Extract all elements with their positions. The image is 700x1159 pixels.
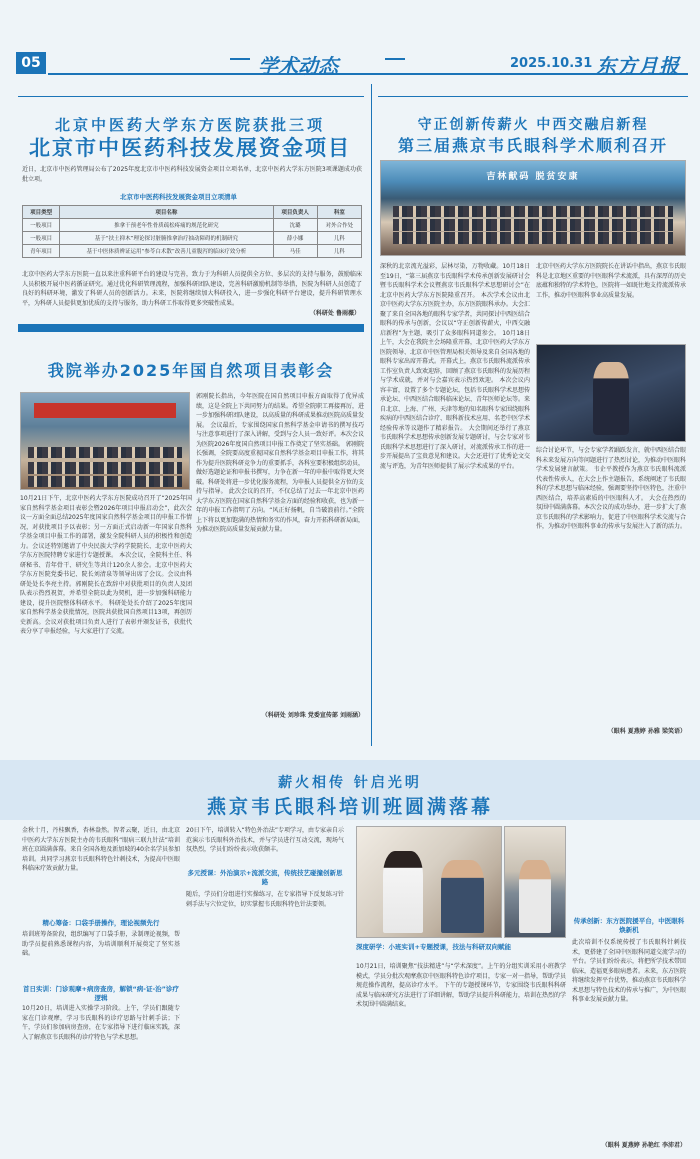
- masthead: 东方月报: [596, 54, 680, 78]
- a2-top-bar: [18, 324, 364, 332]
- a2-title: 我院举办2025年国自然项目表彰会: [47, 361, 335, 380]
- page-number: 05: [16, 52, 46, 74]
- a4-body3: 10月20日，培训进入实操学习阶段。上午，学员们跟随专家在门诊观摩，学习韦氏眼科的诊疗思路与针刺手法；下午，学员们参加病房查房，在专家指导下进行临床实践，深入了解燕京韦氏眼科的诊疗特色与学术思想。: [22, 1005, 180, 1041]
- a4-credit: （眼科 夏燕婷 孙艳红 李沛君）: [601, 1142, 686, 1149]
- a3-body3-text: 10月18日上午，大会在我院主会场隆重开幕，北京中医药大学东方医院领导、北京市中医管理局相关领导及来自全国各地的眼科专家出席开幕式。开幕式上，燕京韦氏眼科流派传承工作室负责人致欢迎辞，回顾了燕京韦氏眼科的发展历程与学术成就，并对与会嘉宾表示热烈欢迎。: [380, 329, 530, 384]
- cell: 马佳: [273, 245, 317, 258]
- a2-body2: [196, 392, 364, 710]
- section-title: 学术动态: [258, 54, 338, 78]
- a4-kicker: 薪火相传 针启光明: [278, 775, 422, 791]
- photo-banner-shape: [34, 403, 175, 418]
- cell: 薛小娜: [273, 232, 317, 245]
- a2-body6-text: 郭刚院长强调，全院要高度重视国家自然科学基金项目申报工作，将其作为提升医院科研竞争力的重要抓手，各科室要积极组织动员，做好选题论证和申报书撰写，力争在新一年的申报中取得更大突破。科研处将进一步优化服务流程，为申报人员提供全方位的支持与指导。: [196, 440, 364, 495]
- photo-audience-row: [28, 447, 183, 459]
- a1-lead: 近日，北京市中医药管理局公布了2025年度北京市中医药科技发展资金项目立项名单，北京中医药大学东方医院3项课题成功获批立项。: [22, 166, 362, 183]
- a1-table-title: 北京市中医药科技发展资金项目立项清单: [120, 193, 237, 201]
- a3-speaker-photo: [536, 344, 686, 442]
- photo-audience-row: [28, 476, 183, 488]
- a3-credit: （眼科 夏燕婷 孙雅 梁笑语）: [607, 728, 686, 735]
- a3-body8-text: 韦企平教授作为燕京韦氏眼科流派代表性传承人，在大会上作主题报告，系统阐述了韦氏眼科的学术思想与临床经验，强调要坚持中医特色，注重中西医结合，培养高素质的中医眼科人才。: [536, 466, 686, 502]
- a4-body-col2a: 20日下午，培训转入“特色外治法”专项学习，由专家亲自示范演示韦氏眼科外治技术，并与学员进行互动交流，现场气氛热烈，学员们纷纷表示收获颇丰。: [186, 827, 344, 853]
- col-lead: 项目负责人: [273, 206, 317, 219]
- col-name: 项目名称: [60, 206, 273, 219]
- a4-sub5: 传承创新：东方医院援平台，中医眼科焕新机: [573, 917, 685, 934]
- photo-patient-figure: [441, 860, 484, 933]
- a2-body4-text: 郭刚院长指出，今年医院在国自然项目申报方面取得了优异成绩，这是全院上下共同努力的结果。希望全院职工再接再厉，进一步加强科研团队建设，以高质量的科研成果推动医院高质量发展。: [196, 393, 364, 429]
- cell: 一般项目: [23, 219, 60, 232]
- table-row: [23, 245, 362, 258]
- a4-title: 燕京韦氏眼科培训班圆满落幕: [206, 796, 493, 818]
- cell: 基于“扶土抑木”理论探讨脏腑推拿治疗抽动障碍的机制研究: [60, 232, 273, 245]
- a4-photo-right: [504, 826, 566, 938]
- a3-body5-text: 大会期间还举行了燕京韦氏眼科学术思想传承创新发展专题研讨，与会专家对韦氏眼科学术思想进行了深入研讨，对流派传承工作的进一步开展提出了宝贵意见和建议。大会还进行了优秀论文交流与评选，为青年医师提供了展示学术成果的平台。: [380, 424, 530, 470]
- col-dept: 科室: [317, 206, 361, 219]
- a4-sub2: 首日实训：门诊观摩+病房查房，解锁“病-证-治”诊疗逻辑: [23, 985, 179, 1002]
- section-ornament-left: [230, 58, 250, 68]
- a4-sub4: 深度研学：小班实训+专题授课，技法与科研双向赋能: [356, 943, 511, 951]
- a4-photo-left: [356, 826, 502, 938]
- cell: 儿科: [317, 245, 361, 258]
- a2-credit: （科研处 刘珍珠 党委宣传部 刘雨涵）: [261, 712, 364, 719]
- issue-date: 2025.10.31: [510, 56, 593, 71]
- speaker-figure: [593, 362, 629, 435]
- a3-body7-text: 综合讨论环节，与会专家学者踊跃发言，就中西医结合眼科未来发展方向等问题进行了热烈讨论，为推动中医眼科学术发展建言献策。: [536, 447, 686, 473]
- a3-group-photo: [380, 160, 686, 256]
- a4-sub1: 精心筹备：口袋手册操作，理论视频先行: [42, 919, 160, 927]
- a3-body9-text: 大会在热烈的氛围中圆满落幕。本次会议的成功举办，进一步扩大了燕京韦氏眼科的学术影响力，促进了中医眼科学术交流与合作，为推动中医眼科事业的传承与发展注入了新的活力。: [536, 494, 686, 530]
- photo-group-row: [393, 206, 673, 217]
- page-header: [0, 0, 700, 78]
- table-row: [23, 232, 362, 245]
- cell: 一般项目: [23, 232, 60, 245]
- a2-body5-text: 会议最后，专家围绕国家自然科学基金申请书的撰写技巧与注意事项进行了深入讲解，受到与会人员一致好评。本次会议为医院2026年度国自然项目申报工作奠定了坚实基础。: [196, 421, 364, 448]
- a4-title-band: [0, 760, 700, 820]
- table-row: [23, 219, 362, 232]
- column-divider: [371, 84, 372, 746]
- a1-credit: （科研处 鲁雨薇）: [309, 310, 360, 317]
- a4-body6-text: 10月21日，培训聚焦“技法精进”与“学术深度”。上午的分组实训采用小班教学模式，学员分批次观摩燕京中医眼科特色诊疗项目，专家一对一指导，帮助学员规范操作流程，提高诊疗水平。: [356, 963, 566, 989]
- a3-body4-text: 本次会议内容丰富，设置了多个专题论坛，包括韦氏眼科学术思想传承论坛、中西医结合眼科临床论坛、青年医师论坛等。来自北京、上海、广州、天津等地的知名眼科专家围绕眼科疾病的中西医结合诊疗、眼科新技术应用、名老中医学术经验传承等议题作了精彩报告。: [380, 377, 530, 432]
- a3-body2-text: 本次学术会议由北京中医药大学东方医院主办，东方医院眼科承办。大会汇聚了来自全国各地的眼科专家学者，共同探讨中西医结合眼科的传承与创新，会议以“守正创新传薪火，中西交融启新程”为主题，吸引了众多眼科同道参会。: [380, 291, 530, 337]
- photo-trainee-figure: [519, 860, 550, 933]
- a3-col2-top: 北京中医药大学东方医院院长在讲话中指出，燕京韦氏眼科是北京地区重要的中医眼科学术流派，具有深厚的历史底蕴和独特的学术特色，医院将一如既往地支持流派传承工作，推动中医眼科事业高质量发展。: [536, 263, 686, 299]
- a1-project-table: [22, 205, 362, 258]
- a2-body3-text: 科研处处长介绍了2025年度国家自然科学基金获批情况，医院共获批国自然项目13项，再创历史新高。会议对获批项目负责人进行了表彰并颁发证书，获批代表分享了申报经验，与大家进行了交流。: [20, 599, 192, 635]
- a4-col3: [356, 962, 566, 1152]
- a4-sub3: 多元授课：外治演示+流派交流，传统技艺碰撞创新思路: [187, 869, 343, 886]
- a4-body8: 此次培训不仅系统传授了韦氏眼科针刺技术，更搭建了全国中医眼科同道交流学习的平台。学员们纷纷表示，将把所学技术带回临床，造福更多眼病患者。未来，东方医院将继续发挥平台优势，推动燕京韦氏眼科学术思想与特色技术的传承与推广，为中医眼科事业发展贡献力量。: [572, 939, 686, 1003]
- cell: 推拿干预老年性骨质疏松疼痛的规范化研究: [60, 219, 273, 232]
- a3-top-rule: [378, 96, 688, 97]
- cell: 青年项目: [23, 245, 60, 258]
- photo-group-row: [393, 232, 673, 243]
- photo-banner-text: 吉林献码 脱贫安康: [486, 171, 580, 182]
- photo-group-row: [393, 219, 673, 230]
- photo-audience-row: [28, 462, 183, 474]
- a2-body2-text: 本次会议，全院科主任、科研秘书、青年骨干、研究生等共计120余人参会。北京中医药大学东方医院党委书记、院长刘清泉等领导出席了会议。会议由科研处处长李亮主持。郭刚院长在致辞中对获批项目的负责人及团队表示热烈祝贺，并希望全院以此为契机，进一步加强科研能力建设，提升医院整体科研水平。: [20, 552, 192, 607]
- a3-col2-bottom: [536, 446, 686, 722]
- cell: 儿科: [317, 232, 361, 245]
- a4-body5-text: 随后，学员们分组进行实操练习，在专家指导下反复练习针刺手法与穴位定位，切实掌握韦氏眼科特色针法要领。: [186, 891, 344, 908]
- col-type: 项目类型: [23, 206, 60, 219]
- a4-col4-top: [572, 826, 686, 910]
- section-ornament-right: [385, 58, 405, 68]
- a3-col1: [380, 262, 530, 742]
- photo-doctor-figure: [383, 851, 423, 932]
- a2-body1: [20, 494, 192, 674]
- a4-body7-text: 下午的专题授课环节，专家围绕韦氏眼科科研成果与临床研究方法进行了详细讲解，帮助学员提升科研能力，培训在热烈的学术氛围中圆满结束。: [356, 982, 566, 1008]
- table-header-row: [23, 206, 362, 219]
- a3-title: 第三届燕京韦氏眼科学术顺利召开: [397, 136, 668, 155]
- a4-body-col2b: [186, 890, 344, 1040]
- cell: 沈璐: [273, 219, 317, 232]
- a2-body1-text: 10月21日下午，北京中医药大学东方医院成功召开了“2025年国家自然科学基金项目表彰会暨2026年项目申报启动会”，此次会议一方面全面总结2025年度国家自然科学基金项目的申报工作情况，对获批项目予以表彰；另一方面正式启动新一年国家自然科学基金项目申报工作的部署，激发全院科研人员的积极性和创造力。会议还特别邀请了中央民族大学药学院院长、北京中医药大学东方医院特聘专家进行专题授课。: [20, 495, 192, 559]
- a2-photo: [20, 392, 190, 490]
- a3-kicker: 守正创新传薪火 中西交融启新程: [417, 117, 649, 133]
- a2-body7-text: 此次会议的召开，不仅总结了过去一年北京中医药大学东方医院在国家自然科学基金方面的经验和收获，也为新一年的申报工作指明了方向。“风正好扬帆，自当破浪前行。”全院上下将以更加饱满的热情和务实的作风，奋力开拓科研新局面，为推动医院高质量发展贡献力量。: [196, 488, 364, 533]
- a3-body1-text: 深秋的北京流光溢彩，层林尽染，万物收藏。10月18日至19日，“第三届燕京韦氏眼科学术传承创新发展研讨会暨韦氏眼科学术会议暨燕京韦氏眼科学术思想研讨会”在北京中医药大学东方医院隆重召开。: [380, 263, 530, 299]
- header-rule: [48, 73, 688, 75]
- cell: 基于中医体质辨证运用“参苓白术散”改善儿童腹泻的临床疗效分析: [60, 245, 273, 258]
- a4-intro: 金秋十月，丹桂飘香，杏林盎然。智者云聚，近日，由北京中医药大学东方医院主办的韦氏眼科“眼病三联九针法”培训班在京圆满落幕。来自全国各地及新加坡的40余名学员参加培训。共同学习燕京韦氏眼科特色针刺技术，为提高中医眼科临床疗效贡献力量。: [22, 827, 180, 872]
- a4-body2: 培训班筹备阶段，组织编写了口袋手册，录制理论视频，帮助学员提前熟悉课程内容，为培训顺利开展奠定了坚实基础。: [22, 931, 180, 957]
- cell: 对外合作处: [317, 219, 361, 232]
- a1-body: 北京中医药大学东方医院一直以来注重科研平台的建设与完善，致力于为科研人员提供全方位、多层次的支持与服务，鼓励临床人员积极开展中医药循证研究。通过优化科研管理流程，加强科研团队建设，完善科研激励机制等举措，医院为科研人员创造了良好的科研环境，激发了科研人员的创新活力。未来，医院将继续加大科研投入，进一步强化科研平台建设，提升科研管理水平，为科研人员提供更加优质的支持与服务，助力科研工作取得更多突破性成果。: [22, 271, 362, 307]
- a1-kicker: 北京中医药大学东方医院获批三项: [54, 116, 325, 134]
- a1-title: 北京市中医药科技发展资金项目: [29, 136, 351, 160]
- a1-top-rule: [18, 96, 364, 97]
